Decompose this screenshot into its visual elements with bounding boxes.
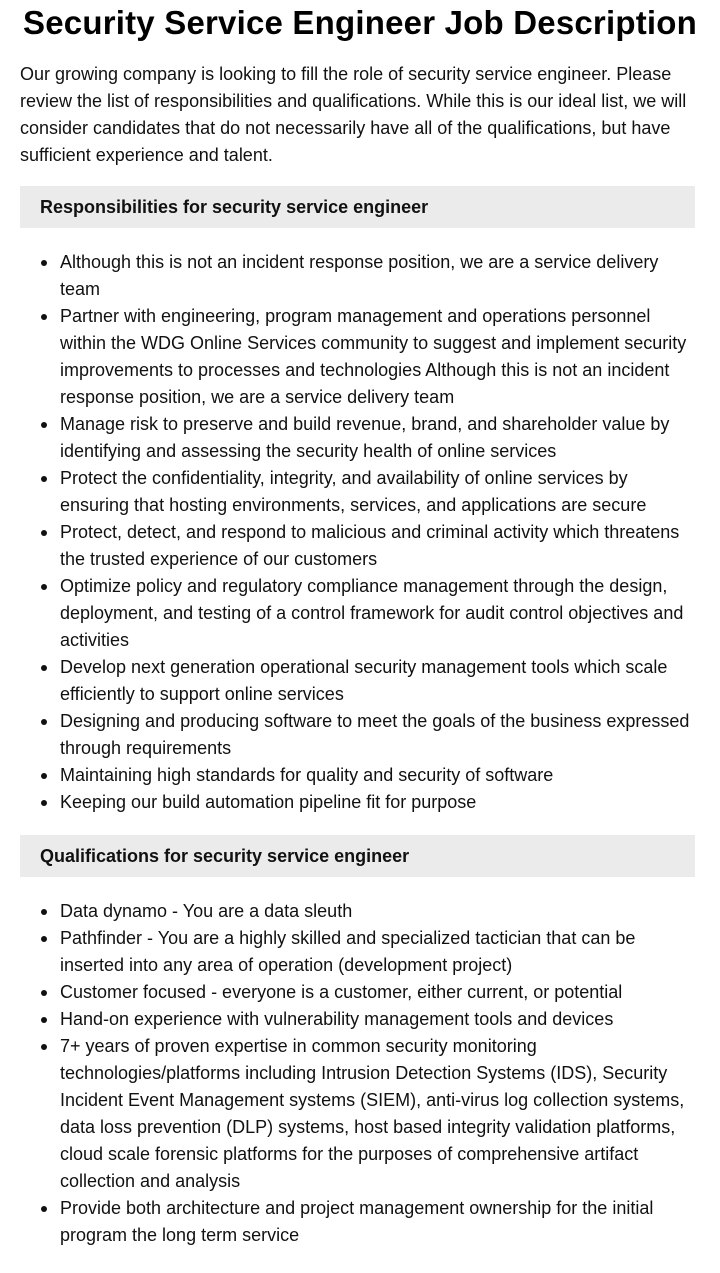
responsibilities-list xyxy=(20,249,695,816)
list-item xyxy=(20,519,695,573)
list-item xyxy=(20,1006,695,1033)
list-item-text: Pathfinder - You are a highly skilled and specialized tactician that can be inserted into any area of operation (development project) xyxy=(60,928,636,975)
bullet-icon xyxy=(41,665,47,671)
list-item-text: 7+ years of proven expertise in common security monitoring technologies/platforms including Intrusion Detection Systems (IDS), Security Incident Event Management systems (SIEM), anti-virus log collection systems, data loss prevention (DLP) systems, host based integrity validation platforms, cloud scale forensic platforms for the purposes of comprehensive artifact collection and analysis xyxy=(60,1036,685,1191)
list-item-text: Manage risk to preserve and build revenue, brand, and shareholder value by identifying and assessing the security health of online services xyxy=(60,414,670,461)
list-item-text: Although this is not an incident response position, we are a service delivery team xyxy=(60,252,659,299)
list-item-text: Designing and producing software to meet the goals of the business expressed through requirements xyxy=(60,711,690,758)
list-item xyxy=(20,303,695,411)
list-item-text: Data dynamo - You are a data sleuth xyxy=(60,901,353,921)
list-item-text: Optimize policy and regulatory compliance management through the design, deployment, and testing of a control framework for audit control objectives and activities xyxy=(60,576,684,650)
list-item xyxy=(20,1033,695,1195)
list-item xyxy=(20,789,695,816)
list-item xyxy=(20,762,695,789)
qualifications-heading: Qualifications for security service engineer xyxy=(20,835,695,877)
list-item xyxy=(20,979,695,1006)
bullet-icon xyxy=(41,990,47,996)
responsibilities-heading: Responsibilities for security service engineer xyxy=(20,186,695,228)
bullet-icon xyxy=(41,1206,47,1212)
bullet-icon xyxy=(41,422,47,428)
bullet-icon xyxy=(41,314,47,320)
list-item-text: Provide both architecture and project management ownership for the initial program the long term service xyxy=(60,1198,654,1245)
bullet-icon xyxy=(41,530,47,536)
list-item-text: Keeping our build automation pipeline fit for purpose xyxy=(60,792,477,812)
bullet-icon xyxy=(41,800,47,806)
bullet-icon xyxy=(41,936,47,942)
bullet-icon xyxy=(41,476,47,482)
list-item-text: Develop next generation operational security management tools which scale efficiently to support online services xyxy=(60,657,668,704)
list-item xyxy=(20,573,695,654)
bullet-icon xyxy=(41,1017,47,1023)
page-title: Security Service Engineer Job Description xyxy=(23,4,697,41)
list-item xyxy=(20,898,695,925)
bullet-icon xyxy=(41,719,47,725)
bullet-icon xyxy=(41,584,47,590)
list-item-text: Protect the confidentiality, integrity, and availability of online services by ensuring that hosting environments, services, and applications are secure xyxy=(60,468,647,515)
intro-paragraph: Our growing company is looking to fill the role of security service engineer. Please review the list of responsibilities and qualifications. While this is our ideal list, we will consider candidates that do not necessarily have all of the qualifications, but have sufficient experience and talent. xyxy=(20,64,687,165)
bullet-icon xyxy=(41,1044,47,1050)
bullet-icon xyxy=(41,260,47,266)
list-item xyxy=(20,249,695,303)
list-item xyxy=(20,654,695,708)
list-item xyxy=(20,925,695,979)
qualifications-list xyxy=(20,898,695,1249)
list-item-text: Maintaining high standards for quality and security of software xyxy=(60,765,554,785)
list-item-text: Hand-on experience with vulnerability management tools and devices xyxy=(60,1009,614,1029)
list-item xyxy=(20,1195,695,1249)
bullet-icon xyxy=(41,909,47,915)
bullet-icon xyxy=(41,773,47,779)
list-item-text: Partner with engineering, program management and operations personnel within the WDG Online Services community to suggest and implement security improvements to processes and technologies Although this is not an incident response position, we are a service delivery team xyxy=(60,306,687,407)
list-item-text: Protect, detect, and respond to malicious and criminal activity which threatens the trusted experience of our customers xyxy=(60,522,680,569)
list-item-text: Customer focused - everyone is a customer, either current, or potential xyxy=(60,982,623,1002)
list-item xyxy=(20,708,695,762)
list-item xyxy=(20,465,695,519)
list-item xyxy=(20,411,695,465)
